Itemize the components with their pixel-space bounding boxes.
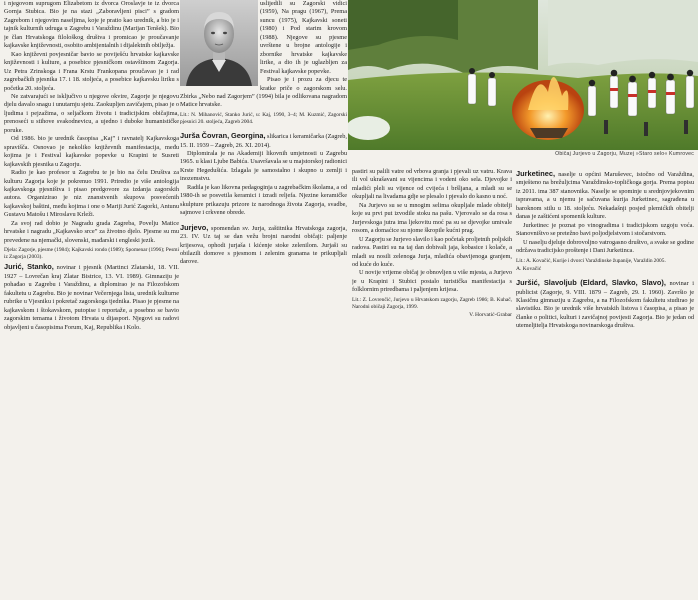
paragraph: Od 1986. bio je urednik časopisa „Kaj” i ravnatelj Kajkavskoga spravišča. Osnovao je nekoliko književnih manifestacija, među kojima je i Festival kajkavske popevke u Krapini te Susreti kajkavskih pjesnika u Zagorju. xyxy=(4,135,179,168)
paragraph: Radio je kao profesor u Zagrebu te je bio na čelu Društva za kulturu Zagorja koje je pokrenuo 1991. Priredio je više antologija kajkavskoga pjesništva i pisao predgovore za izdanja zagorskih autora. Organizirao je niz znanstvenih skupova posvećenih kajkavskoj baštini, među kojima i one o Mariji Jurić Zagorki, Antunu Gustavu Matošu i Miroslavu Krleži. xyxy=(4,169,179,219)
entry-juršić-slavoljub xyxy=(516,279,694,331)
festival-photo xyxy=(348,0,698,150)
literature-note: Lit.: Z. Lovrenčić, Jurjevo u Hrvatskom zagorju, Zagreb 1986; B. Kuhač, Narodni običaji Zagorja, 1999. xyxy=(352,296,512,310)
literature-note: Djela: Zagorje, pjesme (1984); Kajkavski rondo (1989); Spomenar (1996); Pesmi iz Zagorja (2003). xyxy=(4,247,179,261)
photo-caption: Običaj Jurjevo u Zagorju, Muzej »Staro selo« Kumrovec xyxy=(555,151,694,157)
entry-role: slikarica i keramičarka (Zagreb, 15. II. 1939 – Zagreb, 26. XI. 2014). xyxy=(180,133,347,149)
entry-body: naselje u općini Maruševec, istočno od Varaždina, smješteno na brežuljcima Varaždinsko-topličkoga gorja. Prema popisu iz 2011. ima 387 stanovnika. Naselje se spominje u srednjovjekovnim ispravama, a u njemu je sačuvana kurija Jurketinec, sagrađena u baroknom stilu u 18. stoljeću. Nekadašnji posjed plemićkih obitelji danas je zaštićeni spomenik kulture. xyxy=(516,171,694,221)
text-column-1 xyxy=(4,0,179,600)
entry-jurić-stanko xyxy=(4,263,179,332)
text-column-2 xyxy=(180,0,347,600)
paragraph: pastiri su palili vatre od vrbova granja i pjevali uz vatru. Krava ili vol ukrašavani su vijencima i vodeni oko sela. Djevojke i mladići pleli su vijence od cvijeća i bršljana, a mladi su se okupljali na livadama gdje se plesalo i pjevalo do kasno u noć. xyxy=(352,168,512,201)
paragraph: Na Jurjevo su se u mnogim selima okupljale mlade obitelji koje su prvi put izvodile stoku na pašu. Vjerovalo se da rosa s Jurjevskoga jutra ima ljekovitu moć pa su se djevojke umivale rosom, a domaćice su njome škropile kućni prag. xyxy=(352,201,512,235)
paragraph: Diplomirala je na Akademiji likovnih umjetnosti u Zagrebu 1965. u klasi Ljube Babića. Usavršavala se u majstorskoj radionici Krste Hegedušića. Izlagala je samostalno i skupno u zemlji i inozemstvu. xyxy=(180,149,347,183)
entry-body: spomendan sv. Jurja, zaštitnika Hrvatskoga zagorja, 23. IV. Uz taj se dan vežu brojni narodni običaji: paljenje krijesova, ophodi jurjaša i kićenje stoke zelenilom. Jurjaši su obilazili domove s pjesmom i zelenim granama te prikupljali darove. xyxy=(180,224,347,266)
entry-headword: Jurketinec, xyxy=(516,169,556,178)
paragraph: i njegovom suprugom Elizabetom iz dvorca Oroslavje te iz dvorca Gornja Stubica. Bio je na stazi „Zaboravljeni pisci” s gradom Zagrebom i njegovim naseljima, koje je pratio kao urednik, a bio je i tajnik kulturnih udruga u Zagrebu i Varaždinu (Marijan Tenšek). Bio je član Hrvatskoga filološkog društva i promicao je proučavanje kajkavske književnosti, osobito ambijentalnih i dijalektnih obilježja. xyxy=(4,0,179,50)
paragraph: U naselju djeluje dobrovoljno vatrogasno društvo, a svake se godine održava tradicijsko proštenje i Dani Jurketinca. xyxy=(516,238,694,255)
literature-note: Lit.: N. Mihanović, Stanko Jurić, u: Kaj, 1990, 3–4; M. Kuzmić, Zagorski pjesnici 20. stoljeća, Zagreb 2004. xyxy=(180,111,347,125)
entry-body: novinar i publicist (Zagorje, 9. VIII. 1879 – Zagreb, 29. I. 1960). Završio je Klasičnu gimnaziju u Zagrebu, a na Filozofskom fakultetu studirao je slavistiku. Bio je urednik više hrvatskih listova i časopisa, a pisao je članke o politici, kulturi i zavičajnoj povijesti Zagorja. Bio je jedan od utemeljitelja Hrvatskoga novinarskoga društva. xyxy=(516,280,694,330)
paragraph: U novije vrijeme običaj je obnovljen u više mjesta, a Jurjevo je u Krapini i Stubici postalo turistička manifestacija s folklornim priredbama i paljenjem krijesa. xyxy=(352,269,512,294)
photo-image xyxy=(348,0,698,150)
entry-headword: Jurša Čovran, Georgina, xyxy=(180,131,266,141)
text-column-3 xyxy=(352,168,512,600)
portrait-float-spacer xyxy=(180,0,260,88)
entry-headword: Jurjevo, xyxy=(180,222,209,232)
author-signature: A. Kovačić xyxy=(516,265,542,272)
paragraph: Radila je kao likovna pedagoginja u zagrebačkim školama, a od 1980-ih se posvetila keramici i izradi reljefa. Njezine keramičke skulpture prikazuju prizore iz narodnoga života Zagorja, svadbe, sajmove i crkvene obrede. xyxy=(180,183,347,217)
paragraph: Jurketinec je poznat po vinogradima i tradicijskom uzgoju voća. Stanovništvo se pretežno bavi poljodjelstvom i stočarstvom. xyxy=(516,221,694,238)
paragraph: Pisao je i prozu za djecu te kratke priče o zagorskom selu. Zbirka „Nebo nad Zagorjem” (1994) bila je odlikovana nagradom Matice hrvatske. xyxy=(180,76,347,109)
paragraph: Ne zatvarajući se isključivo u njegove okvire, Zagorje je njegovu djelu davalo snagu i unutarnju sjetu. Zaokupljen zavičajem, pisao je o ljudima i pejzažima, o seljačkom životu i tradicijskim običajima, prenoseći u stihove svakodnevicu, a ujedno i duboke humanističke poruke. xyxy=(4,92,179,134)
paragraph: U Zagorju se Jurjevo slavilo i kao početak proljetnih poljskih radova. Pastiri su na taj dan dobivali jaja, kobasice i kolače, a mladi su nosili zelenoga Jurja, mladića obavijenoga granjem, od kuće do kuće. xyxy=(352,235,512,268)
literature-note: Lit.: A. Kovačić, Kurije i dvorci Varaždinske županije, Varaždin 2005. xyxy=(516,257,666,264)
entry-jurša-čovran xyxy=(180,132,347,150)
author-signature: V. Horvatić-Grabar xyxy=(469,311,512,318)
text-column-4 xyxy=(516,168,694,600)
entry-headword: Jurić, Stanko, xyxy=(4,262,54,272)
entry-jurjevo xyxy=(180,224,347,267)
entry-role: novinar i pjesnik (Martinci Zlatarski, 18. VII. 1927 – Lovrečan kraj Zlatar Bistrice, 13. VI. 1989). xyxy=(4,264,179,280)
entry-aliases: (Eldard, Slavko, Slavo), xyxy=(580,278,666,288)
entry-jurketinec xyxy=(516,170,694,222)
paragraph: Kao književni povjesničar bavio se poviješću hrvatske kajkavske književnosti i kulture, a posebice pjesničkom ostavštinom Zagorja. Uz Petra Zrinskoga i Frana Krstu Frankopana proučavao je i rad zagrebačkih pjesnika 17. i 18. stoljeća, a posebice kajkavsku liriku s početka 20. stoljeća. xyxy=(4,50,179,92)
paragraph: uslijedili su Zagorski vidici (1959), Na pragu (1967), Prema suncu (1975), Kajkavski soneti (1980) i Pod starim krovom (1988). Njegove su pjesme uvrštene u brojne antologije i zbornike hrvatske kajkavske lirike, a dio ih je uglazbljen za Festival kajkavske popevke. xyxy=(260,0,347,75)
entry-body: Gimnaziju je pohađao u Zagrebu i Varaždinu, a diplomirao je na Filozofskom fakultetu u Zagrebu. Bio je novinar Večernjega lista, urednik kulturne rubrike u Vjesniku i pokretač zagorskoga tjednika. Pisao je pjesme na kajkavskom i štokavskom, putopise i reportaže, a posebno se bavio zagorskim temama i životom Hrvata u dijaspori. Njegovi su radovi objavljeni u časopisima Forum, Kaj, Republika i Kolo. xyxy=(4,272,179,331)
entry-headword: Juršić, Slavoljub xyxy=(516,278,577,288)
paragraph: Za svoj rad dobio je Nagradu grada Zagreba, Povelju Matice hrvatske i nagradu „Kajkavsko srce” za životno djelo. Pjesme su mu prevedene na njemački, slovenski, mađarski i engleski jezik. xyxy=(4,219,179,244)
